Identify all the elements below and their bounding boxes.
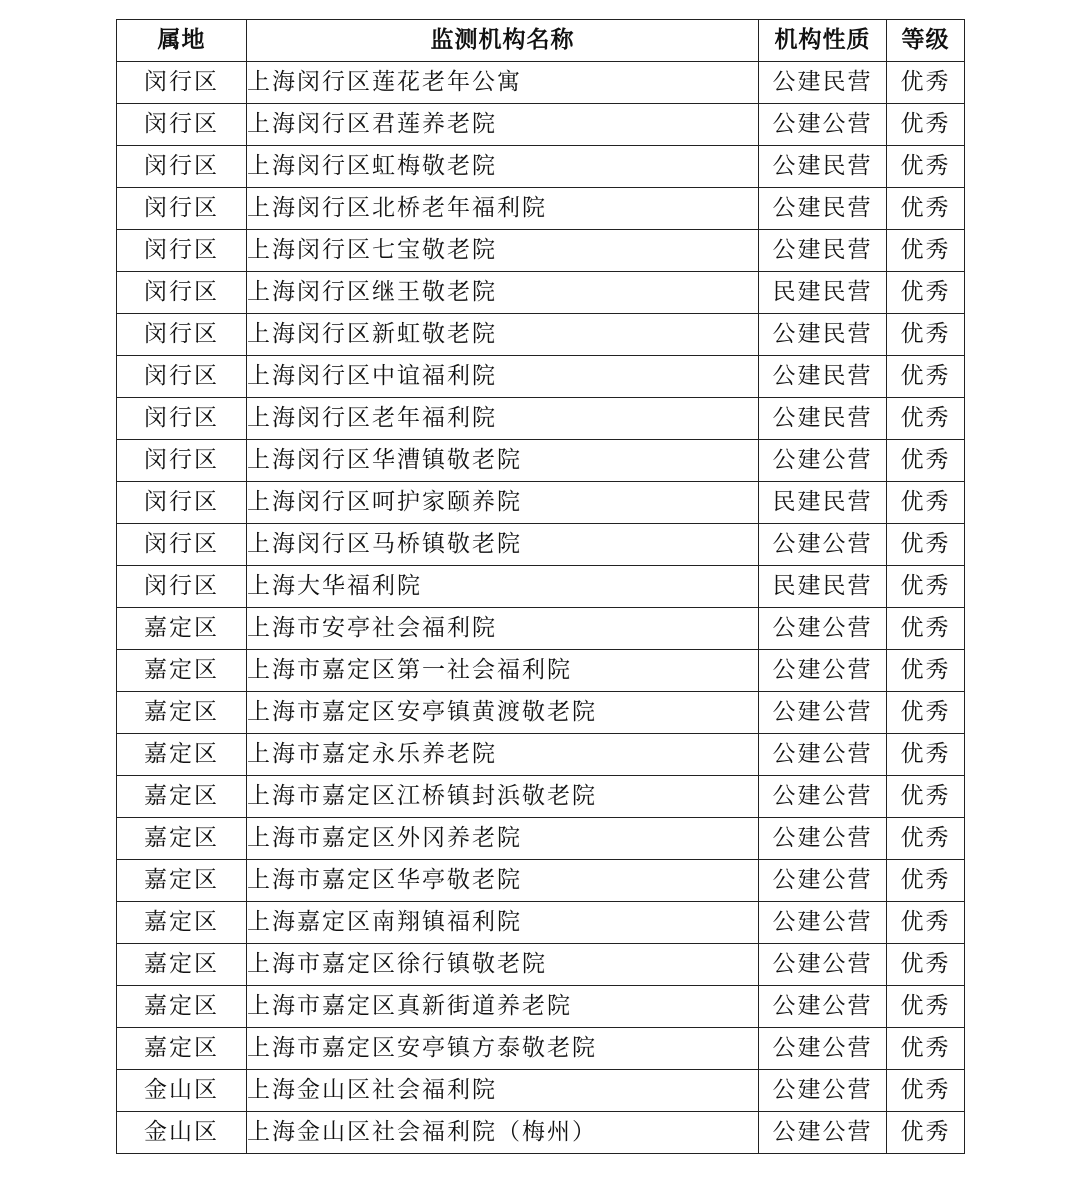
grade-cell: 优秀 [887,440,965,482]
grade-cell: 优秀 [887,314,965,356]
institution-nature-cell: 公建民营 [759,356,887,398]
institution-nature-cell: 公建公营 [759,734,887,776]
header-institution-nature: 机构性质 [759,20,887,62]
institution-nature-cell: 公建公营 [759,440,887,482]
institution-nature-cell: 公建公营 [759,1112,887,1154]
table-row [117,860,965,902]
grade-cell: 优秀 [887,986,965,1028]
district-cell: 嘉定区 [117,902,247,944]
grade-cell: 优秀 [887,1112,965,1154]
district-cell: 闵行区 [117,398,247,440]
institution-nature-cell: 公建公营 [759,818,887,860]
table-row [117,440,965,482]
district-cell: 嘉定区 [117,1028,247,1070]
header-district: 属地 [117,20,247,62]
institution-name-cell: 上海闵行区七宝敬老院 [247,230,759,272]
institution-nature-cell: 公建民营 [759,188,887,230]
institution-table [116,19,965,1154]
institution-nature-cell: 公建民营 [759,398,887,440]
institution-nature-cell: 民建民营 [759,272,887,314]
institution-nature-cell: 公建公营 [759,650,887,692]
institution-name-cell: 上海闵行区北桥老年福利院 [247,188,759,230]
institution-name-cell: 上海市嘉定区徐行镇敬老院 [247,944,759,986]
district-cell: 闵行区 [117,314,247,356]
institution-nature-cell: 公建公营 [759,902,887,944]
institution-name-cell: 上海闵行区中谊福利院 [247,356,759,398]
district-cell: 闵行区 [117,146,247,188]
institution-nature-cell: 公建公营 [759,986,887,1028]
district-cell: 嘉定区 [117,986,247,1028]
institution-nature-cell: 公建公营 [759,776,887,818]
institution-nature-cell: 民建民营 [759,482,887,524]
grade-cell: 优秀 [887,272,965,314]
grade-cell: 优秀 [887,944,965,986]
district-cell: 嘉定区 [117,944,247,986]
header-institution-name: 监测机构名称 [247,20,759,62]
district-cell: 闵行区 [117,104,247,146]
institution-name-cell: 上海金山区社会福利院（梅州） [247,1112,759,1154]
table-row [117,734,965,776]
district-cell: 闵行区 [117,62,247,104]
institution-name-cell: 上海闵行区虹梅敬老院 [247,146,759,188]
institution-nature-cell: 公建公营 [759,944,887,986]
institution-name-cell: 上海闵行区呵护家颐养院 [247,482,759,524]
table-row [117,650,965,692]
grade-cell: 优秀 [887,1070,965,1112]
institution-name-cell: 上海市嘉定区江桥镇封浜敬老院 [247,776,759,818]
district-cell: 嘉定区 [117,860,247,902]
table-body [117,62,965,1154]
table-row [117,818,965,860]
grade-cell: 优秀 [887,146,965,188]
institution-nature-cell: 公建民营 [759,230,887,272]
institution-name-cell: 上海市嘉定区第一社会福利院 [247,650,759,692]
institution-name-cell: 上海大华福利院 [247,566,759,608]
table-row [117,272,965,314]
grade-cell: 优秀 [887,230,965,272]
institution-name-cell: 上海金山区社会福利院 [247,1070,759,1112]
institution-nature-cell: 公建公营 [759,1070,887,1112]
institution-nature-cell: 公建公营 [759,524,887,566]
table-row [117,398,965,440]
district-cell: 闵行区 [117,356,247,398]
grade-cell: 优秀 [887,608,965,650]
grade-cell: 优秀 [887,566,965,608]
table-row [117,188,965,230]
grade-cell: 优秀 [887,860,965,902]
table-row [117,1028,965,1070]
institution-nature-cell: 公建公营 [759,608,887,650]
institution-name-cell: 上海市嘉定区安亭镇黄渡敬老院 [247,692,759,734]
table-row [117,356,965,398]
institution-nature-cell: 公建民营 [759,62,887,104]
district-cell: 金山区 [117,1070,247,1112]
institution-name-cell: 上海市嘉定永乐养老院 [247,734,759,776]
table-row [117,1070,965,1112]
table-row [117,104,965,146]
district-cell: 嘉定区 [117,818,247,860]
table-row [117,902,965,944]
grade-cell: 优秀 [887,650,965,692]
institution-name-cell: 上海市安亭社会福利院 [247,608,759,650]
district-cell: 闵行区 [117,524,247,566]
institution-nature-cell: 公建公营 [759,1028,887,1070]
table-row [117,230,965,272]
table-row [117,524,965,566]
table-row [117,482,965,524]
district-cell: 嘉定区 [117,734,247,776]
district-cell: 嘉定区 [117,650,247,692]
grade-cell: 优秀 [887,692,965,734]
institution-name-cell: 上海闵行区君莲养老院 [247,104,759,146]
grade-cell: 优秀 [887,104,965,146]
institution-name-cell: 上海闵行区莲花老年公寓 [247,62,759,104]
institution-name-cell: 上海市嘉定区真新街道养老院 [247,986,759,1028]
district-cell: 金山区 [117,1112,247,1154]
institution-nature-cell: 公建公营 [759,692,887,734]
district-cell: 闵行区 [117,188,247,230]
institution-nature-cell: 公建民营 [759,146,887,188]
grade-cell: 优秀 [887,734,965,776]
district-cell: 闵行区 [117,440,247,482]
district-cell: 嘉定区 [117,692,247,734]
district-cell: 嘉定区 [117,776,247,818]
grade-cell: 优秀 [887,1028,965,1070]
institution-name-cell: 上海闵行区新虹敬老院 [247,314,759,356]
table-row [117,314,965,356]
institution-name-cell: 上海闵行区马桥镇敬老院 [247,524,759,566]
district-cell: 嘉定区 [117,608,247,650]
grade-cell: 优秀 [887,818,965,860]
table-row [117,62,965,104]
institution-nature-cell: 民建民营 [759,566,887,608]
grade-cell: 优秀 [887,482,965,524]
grade-cell: 优秀 [887,188,965,230]
table-row [117,146,965,188]
institution-name-cell: 上海市嘉定区外冈养老院 [247,818,759,860]
district-cell: 闵行区 [117,482,247,524]
institution-nature-cell: 公建公营 [759,860,887,902]
table-row [117,944,965,986]
district-cell: 闵行区 [117,566,247,608]
table-row [117,1112,965,1154]
grade-cell: 优秀 [887,398,965,440]
table-row [117,692,965,734]
table-row [117,566,965,608]
table-row [117,986,965,1028]
header-row [117,20,965,62]
institution-nature-cell: 公建公营 [759,104,887,146]
grade-cell: 优秀 [887,524,965,566]
grade-cell: 优秀 [887,776,965,818]
institution-name-cell: 上海闵行区华漕镇敬老院 [247,440,759,482]
grade-cell: 优秀 [887,62,965,104]
institution-nature-cell: 公建民营 [759,314,887,356]
grade-cell: 优秀 [887,902,965,944]
institution-name-cell: 上海市嘉定区华亭敬老院 [247,860,759,902]
table-row [117,776,965,818]
institution-name-cell: 上海市嘉定区安亭镇方泰敬老院 [247,1028,759,1070]
table-row [117,608,965,650]
header-grade: 等级 [887,20,965,62]
district-cell: 闵行区 [117,230,247,272]
institution-name-cell: 上海嘉定区南翔镇福利院 [247,902,759,944]
district-cell: 闵行区 [117,272,247,314]
institution-name-cell: 上海闵行区继王敬老院 [247,272,759,314]
institution-name-cell: 上海闵行区老年福利院 [247,398,759,440]
grade-cell: 优秀 [887,356,965,398]
